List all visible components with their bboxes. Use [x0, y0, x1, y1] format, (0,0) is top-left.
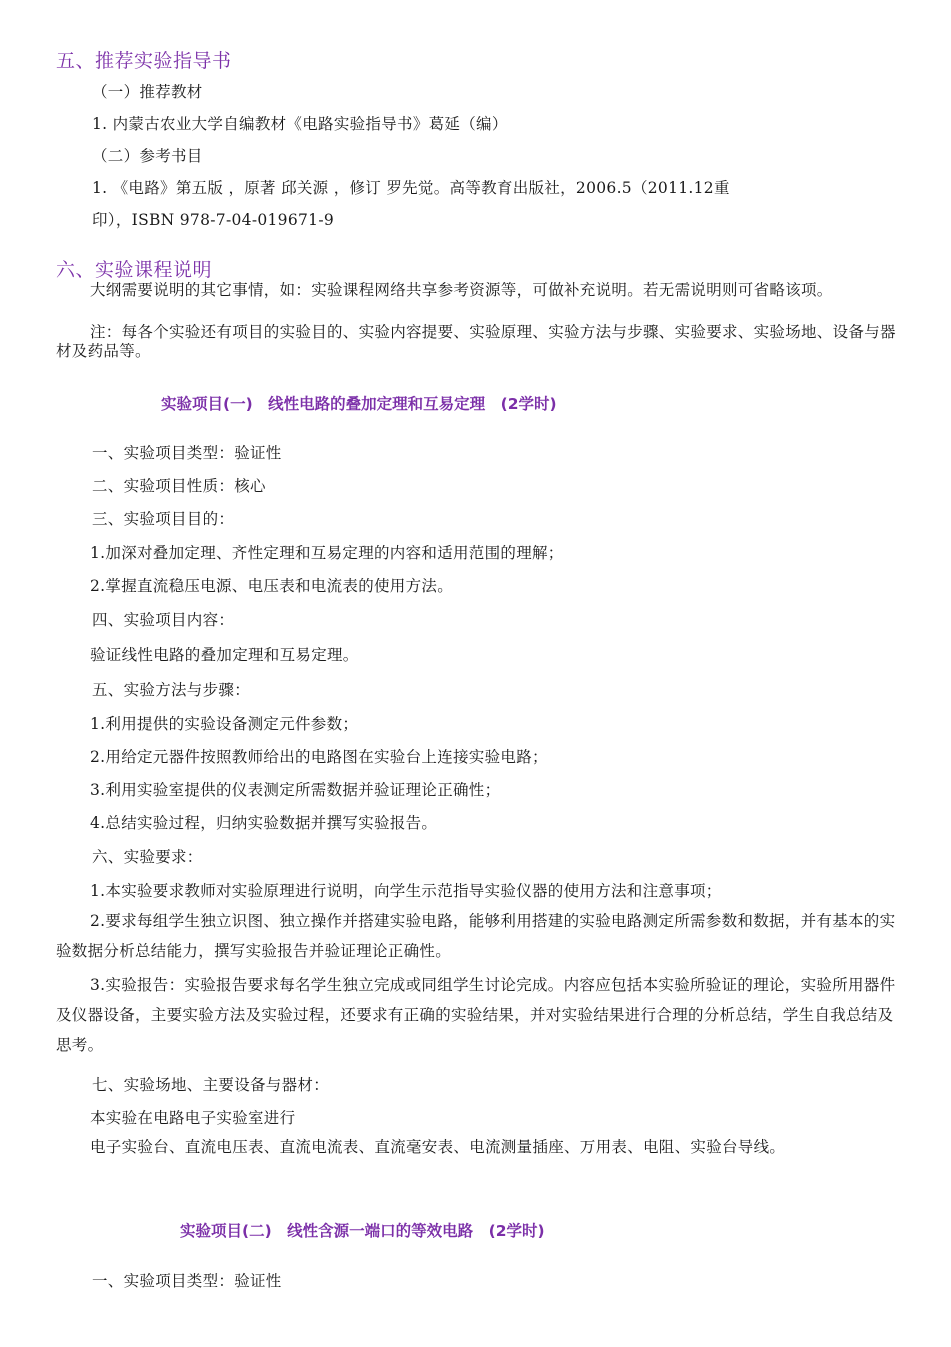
section-6-heading: 六、实验课程说明: [56, 259, 213, 281]
section-5-subheading-references: （二）参考书目: [92, 147, 203, 165]
project-2-title: 实验项目(二) 线性含源一端口的等效电路 (2学时): [180, 1222, 545, 1240]
project-1-purpose-item: 2.掌握直流稳压电源、电压表和电流表的使用方法。: [90, 577, 453, 595]
section-6-paragraph-2: 注：每各个实验还有项目的实验目的、实验内容提要、实验原理、实验方法与步骤、实验要求、实验场地、设备与器材及药品等。: [56, 323, 896, 360]
project-2-type: 一、实验项目类型：验证性: [92, 1272, 282, 1290]
project-1-nature: 二、实验项目性质：核心: [92, 477, 266, 495]
project-1-purpose-heading: 三、实验项目目的：: [92, 510, 235, 528]
section-5-subheading-textbook: （一）推荐教材: [92, 83, 203, 101]
project-1-requirements-heading: 六、实验要求：: [92, 848, 203, 866]
project-1-title: 实验项目(一) 线性电路的叠加定理和互易定理 (2学时): [161, 395, 557, 413]
project-1-content-heading: 四、实验项目内容：: [92, 611, 235, 629]
project-1-method-step: 1.利用提供的实验设备测定元件参数；: [90, 715, 359, 733]
project-1-method-heading: 五、实验方法与步骤：: [92, 681, 251, 699]
project-1-method-step: 4.总结实验过程，归纳实验数据并撰写实验报告。: [90, 814, 438, 832]
textbook-item: 1. 内蒙古农业大学自编教材《电路实验指导书》葛延（编）: [92, 115, 508, 133]
project-1-equipment: 电子实验台、直流电压表、直流电流表、直流毫安表、电流测量插座、万用表、电阻、实验台导线。: [90, 1138, 786, 1156]
section-5-heading: 五、推荐实验指导书: [56, 50, 232, 72]
section-6-paragraph-1: 大纲需要说明的其它事情，如：实验课程网络共享参考资源等，可做补充说明。若无需说明则可省略该项。: [90, 281, 833, 299]
project-1-purpose-item: 1.加深对叠加定理、齐性定理和互易定理的内容和适用范围的理解；: [90, 544, 564, 562]
project-1-method-step: 3.利用实验室提供的仪表测定所需数据并验证理论正确性；: [90, 781, 501, 799]
project-1-type: 一、实验项目类型：验证性: [92, 444, 282, 462]
reference-item-line-2: 印），ISBN 978-7-04-019671-9: [92, 211, 335, 229]
project-1-content: 验证线性电路的叠加定理和互易定理。: [90, 646, 359, 664]
project-1-method-step: 2.用给定元器件按照教师给出的电路图在实验台上连接实验电路；: [90, 748, 548, 766]
project-1-site: 本实验在电路电子实验室进行: [90, 1109, 296, 1127]
project-1-site-heading: 七、实验场地、主要设备与器材：: [92, 1076, 330, 1094]
project-1-requirement-3: 3.实验报告：实验报告要求每名学生独立完成或同组学生讨论完成。内容应包括本实验所验证的理论，实验所用器件及仪器设备，主要实验方法及实验过程，还要求有正确的实验结果，并对实验结果进行合理的分析总结，学生自我总结及思考。: [56, 976, 896, 1054]
project-1-requirement-1: 1.本实验要求教师对实验原理进行说明，向学生示范指导实验仪器的使用方法和注意事项；: [90, 882, 722, 900]
reference-item-line-1: 1. 《电路》第五版 ，原著 邱关源 ，修订 罗先觉。高等教育出版社，2006.5（2011.12重: [92, 179, 730, 197]
project-1-requirement-2: 2.要求每组学生独立识图、独立操作并搭建实验电路，能够利用搭建的实验电路测定所需参数和数据，并有基本的实验数据分析总结能力，撰写实验报告并验证理论正确性。: [56, 912, 896, 960]
